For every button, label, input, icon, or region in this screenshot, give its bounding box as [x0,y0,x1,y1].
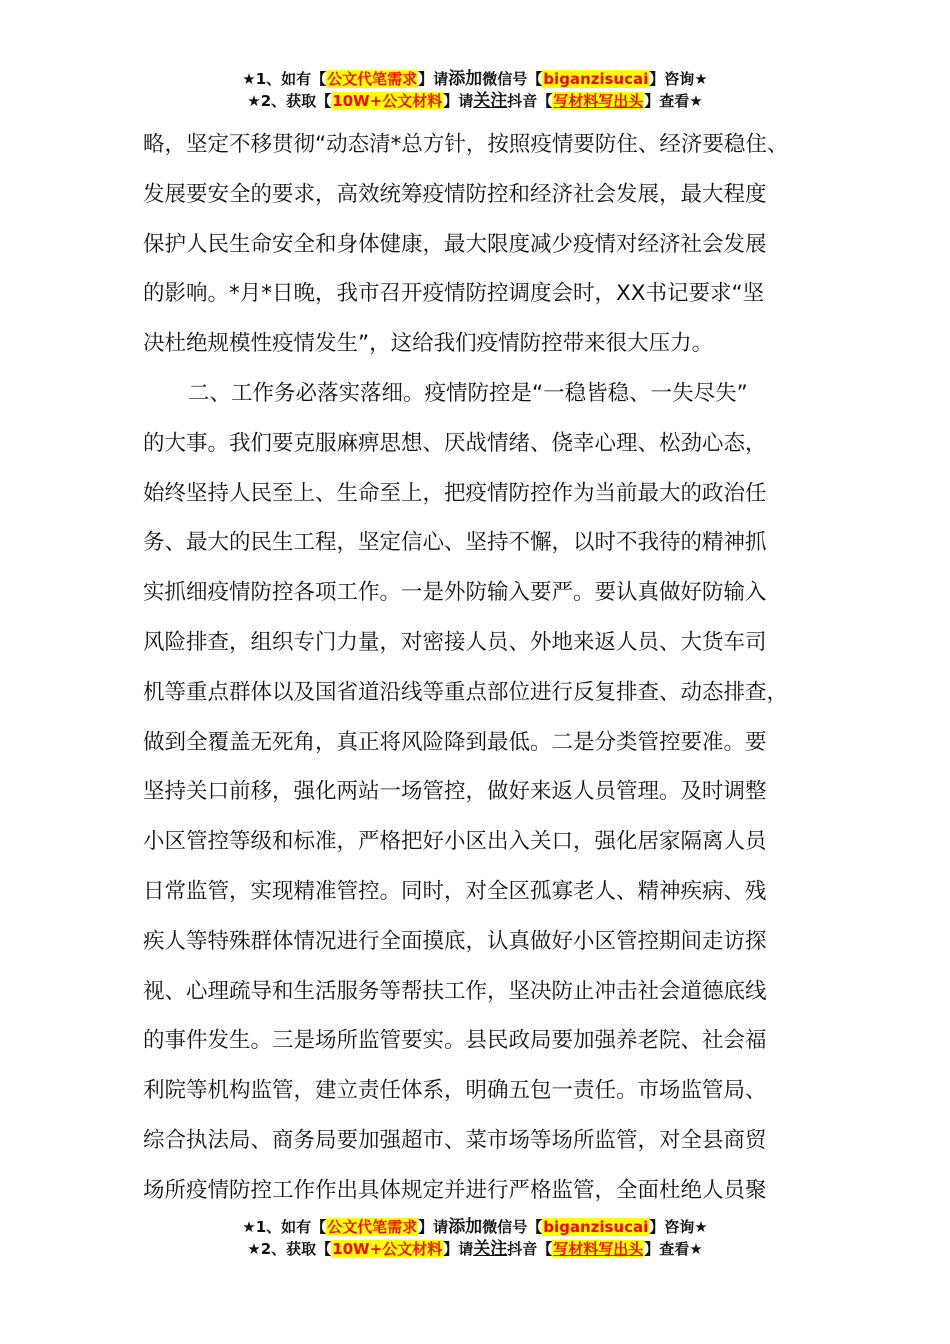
body-line: 的大事。我们要克服麻痹思想、厌战情绪、侥幸心理、松劲心态， [143,430,767,456]
body-line: 的事件发生。三是场所监管要实。县民政局要加强养老院、社会福 [143,1028,767,1054]
banner-emphasis: 添加 [448,69,483,89]
banner-emphasis: 添加 [448,1217,483,1237]
banner-highlight: 公文代笔需求 [327,70,418,88]
banner-text: 】请 [418,70,449,88]
banner-text: ★1、如有【 [242,70,327,88]
body-line: 场所疫情防控工作作出具体规定并进行严格监管，全面杜绝人员聚 [143,1177,767,1203]
document-body [143,120,833,1216]
banner-text: 】查看★ [644,1240,703,1258]
banner-text: 】请 [418,1218,449,1236]
banner-text: 】请 [443,92,474,110]
body-line: 做到全覆盖无死角，真正将风险降到最低。二是分类管控要准。要 [143,729,767,755]
body-line: 日常监管，实现精准管控。同时，对全区孤寡老人、精神疾病、残 [143,878,767,904]
banner-text: ★2、获取【 [247,92,332,110]
body-line: 小区管控等级和标准，严格把好小区出入关口，强化居家隔离人员 [143,829,767,855]
banner-text: 】咨询★ [649,1218,708,1236]
banner-text: 】请 [443,1240,474,1258]
banner-text: 微信号【 [482,70,543,88]
banner-emphasis: 关注 [473,1239,508,1259]
banner-text: 】查看★ [644,92,703,110]
banner-highlight: 10W+公文材料 [332,92,443,110]
footer-banner [0,1216,950,1260]
footer-banner-line-1 [0,1216,950,1238]
body-line: 视、心理疏导和生活服务等帮扶工作，坚决防止冲击社会道德底线 [143,978,767,1004]
body-line: 保护人民生命安全和身体健康，最大限度减少疫情对经济社会发展 [143,231,767,257]
banner-text: ★2、获取【 [247,1240,332,1258]
header-banner [0,68,950,112]
body-line: 务、最大的民生工程，坚定信心、坚持不懈，以时不我待的精神抓 [143,530,767,556]
banner-douyin-id: 写材料写出头 [553,92,644,110]
body-line: 实抓细疫情防控各项工作。一是外防输入要严。要认真做好防输入 [143,580,767,606]
banner-wechat-id: biganzisucai [543,70,649,88]
footer-banner-line-2 [0,1238,950,1260]
banner-text: 微信号【 [482,1218,543,1236]
banner-text: ★1、如有【 [242,1218,327,1236]
banner-highlight: 10W+公文材料 [332,1240,443,1258]
body-line: 利院等机构监管，建立责任体系，明确五包一责任。市场监管局、 [143,1078,767,1104]
body-line: 风险排查，组织专门力量，对密接人员、外地来返人员、大货车司 [143,629,767,655]
body-line: 决杜绝规模性疫情发生”，这给我们疫情防控带来很大压力。 [143,331,714,357]
banner-text: 】咨询★ [649,70,708,88]
body-line: 略，坚定不移贯彻“动态清*总方针，按照疫情要防住、经济要稳住、 [143,132,789,157]
body-line: 坚持关口前移，强化两站一场管控，做好来返人员管理。及时调整 [143,779,767,805]
body-line: 发展要安全的要求，高效统筹疫情防控和经济社会发展，最大程度 [143,181,767,207]
body-line: 机等重点群体以及国省道沿线等重点部位进行反复排查、动态排查， [143,679,789,705]
body-line: 疾人等特殊群体情况进行全面摸底，认真做好小区管控期间走访探 [143,928,767,954]
body-line: 综合执法局、商务局要加强超市、菜市场等场所监管，对全县商贸 [143,1127,767,1153]
banner-emphasis: 关注 [473,91,508,111]
section-heading-line: 二、工作务必落实落细。疫情防控是“一稳皆稳、一失尽失” [188,380,748,406]
body-line: 的影响。*月*日晚，我市召开疫情防控调度会时，XX书记要求“坚 [143,281,765,307]
banner-highlight: 公文代笔需求 [327,1218,418,1236]
banner-douyin-id: 写材料写出头 [553,1240,644,1258]
banner-text: 抖音【 [507,92,553,110]
banner-wechat-id: biganzisucai [543,1218,649,1236]
banner-text: 抖音【 [507,1240,553,1258]
header-banner-line-2 [0,90,950,112]
header-banner-line-1 [0,68,950,90]
body-line: 始终坚持人民至上、生命至上，把疫情防控作为当前最大的政治任 [143,480,767,506]
